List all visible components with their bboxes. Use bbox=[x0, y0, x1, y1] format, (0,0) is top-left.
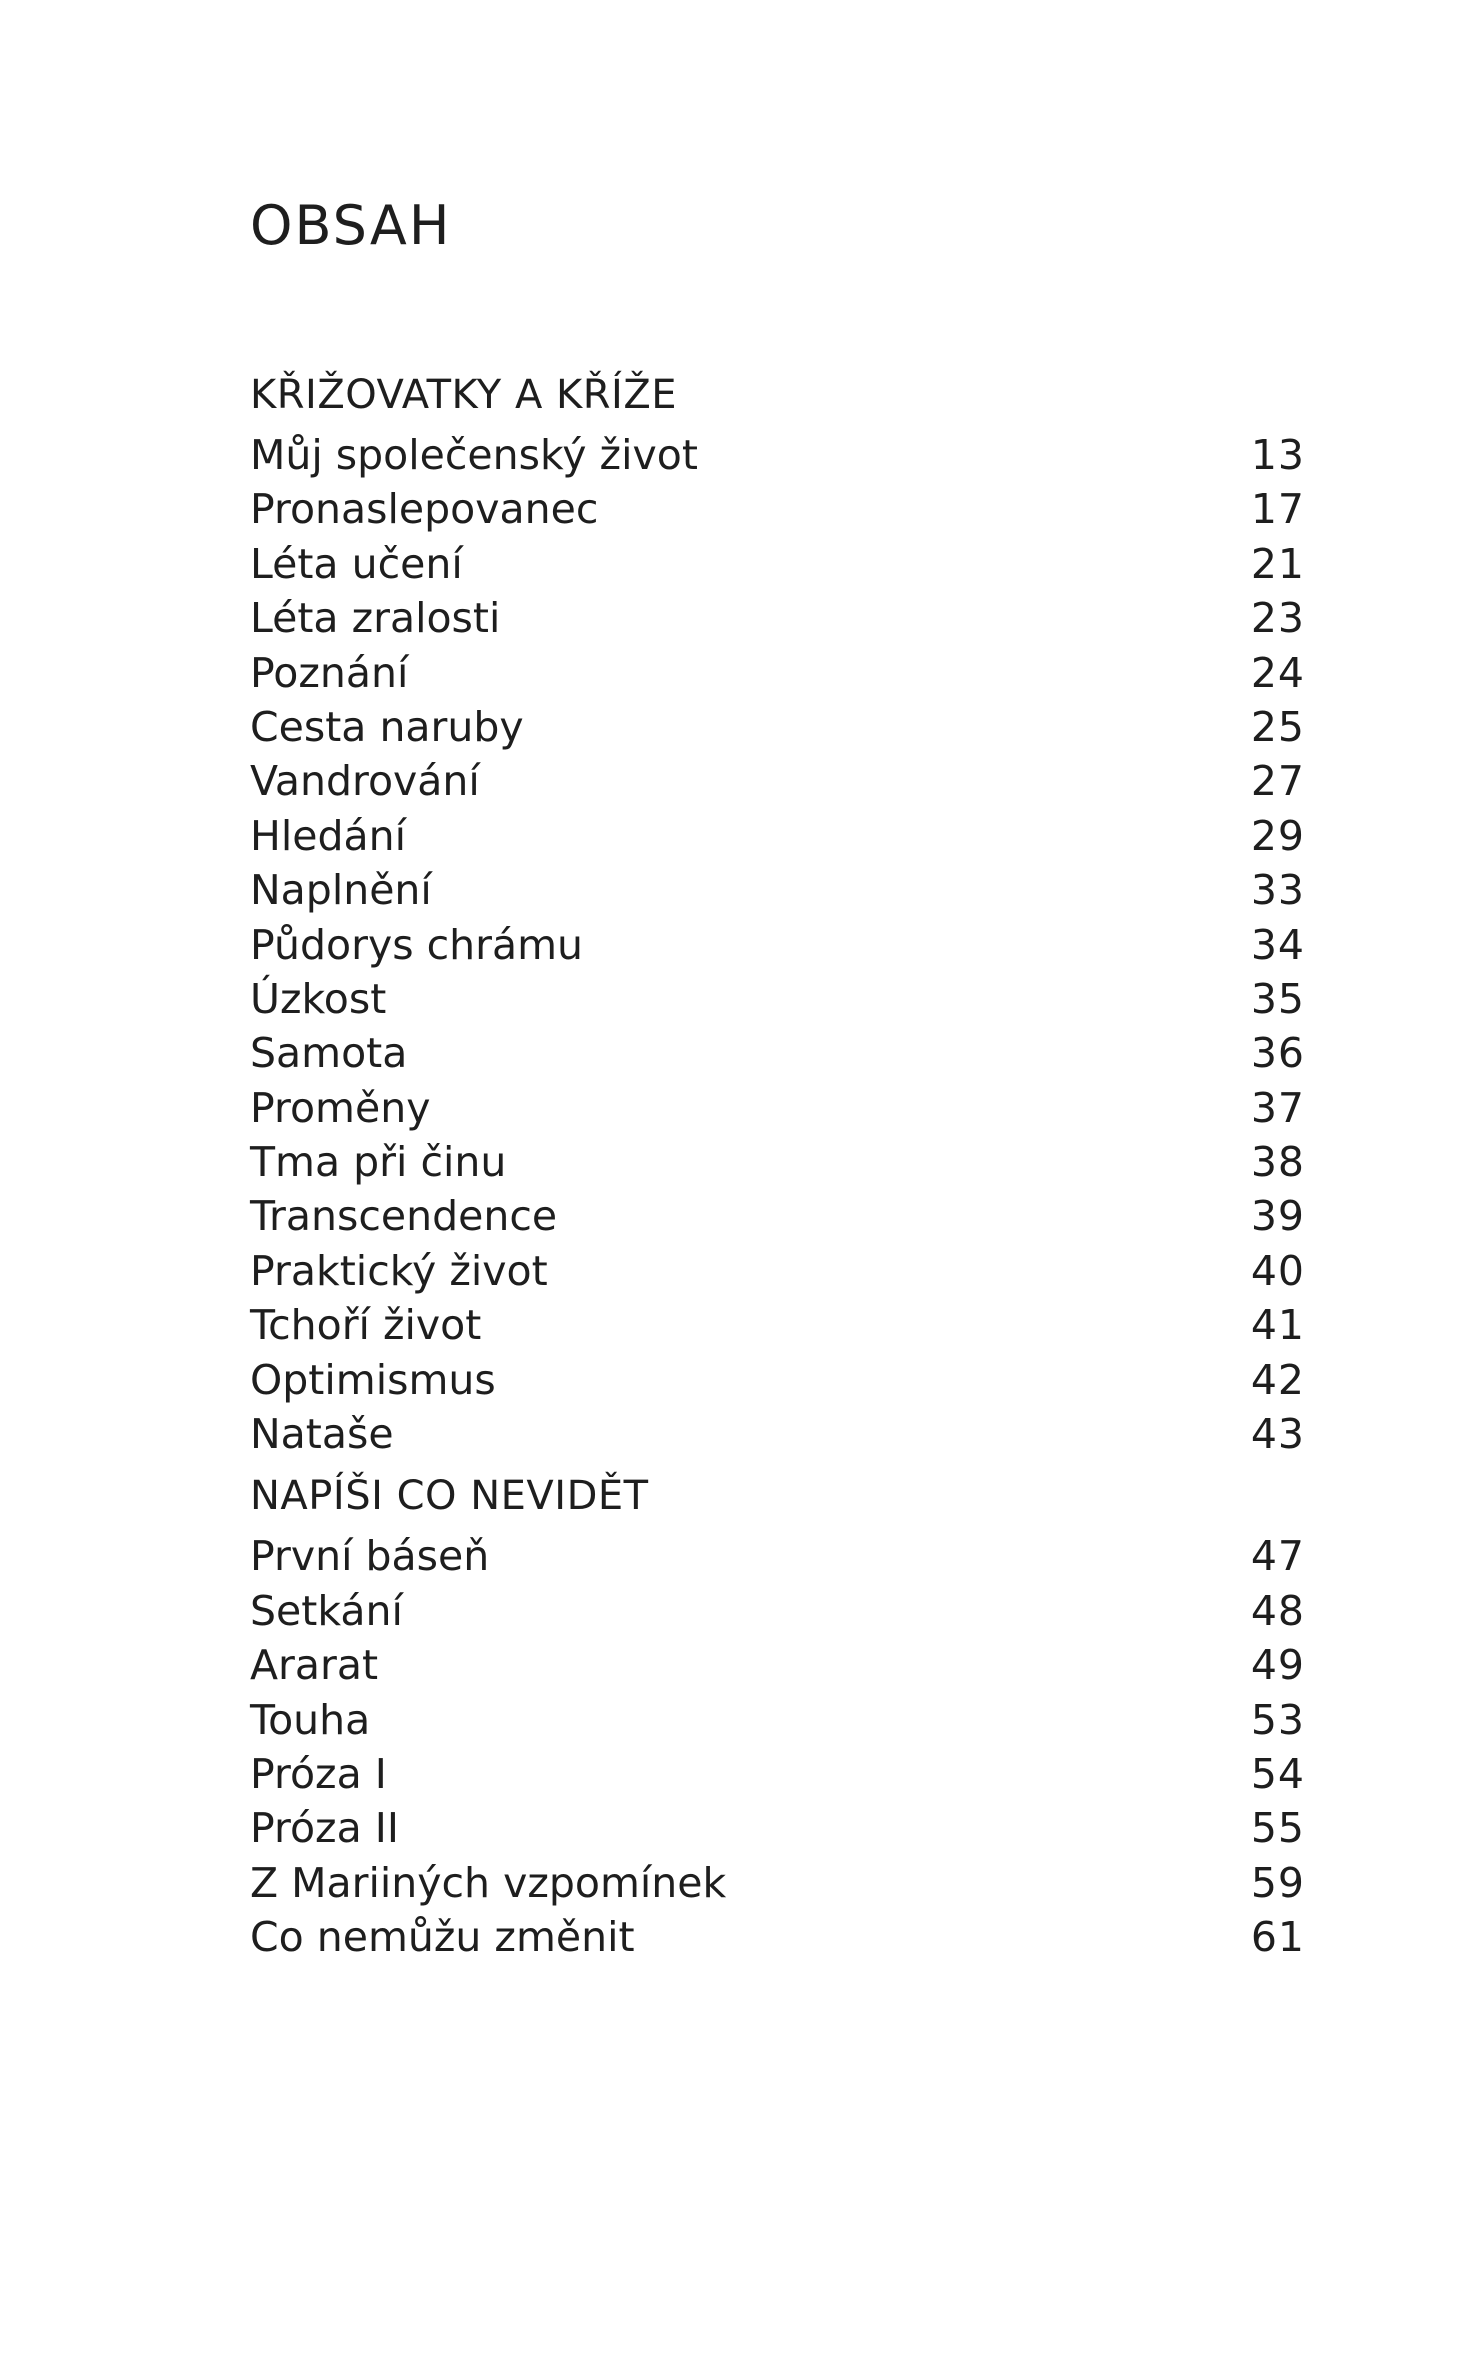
toc-entry-title: Tchoří život bbox=[250, 1301, 482, 1350]
toc-entry bbox=[250, 1747, 1305, 1801]
toc-entry-title: Setkání bbox=[250, 1586, 403, 1635]
toc-entry-page-number: 36 bbox=[1250, 1029, 1305, 1078]
toc-entry-page-number: 40 bbox=[1250, 1246, 1305, 1295]
toc-entry bbox=[250, 1801, 1305, 1855]
toc-entry bbox=[250, 537, 1305, 591]
toc-entry-page-number: 53 bbox=[1250, 1695, 1305, 1744]
toc-entry bbox=[250, 482, 1305, 536]
toc-entry-title: První báseň bbox=[250, 1532, 490, 1581]
toc-entry bbox=[250, 809, 1305, 863]
toc-entry-page-number: 37 bbox=[1250, 1083, 1305, 1132]
toc-entry bbox=[250, 1693, 1305, 1747]
toc-entry-title: Úzkost bbox=[250, 974, 387, 1023]
toc-entry-title: Ararat bbox=[250, 1641, 379, 1690]
toc-entry-title: Touha bbox=[250, 1695, 371, 1744]
toc-entry bbox=[250, 1910, 1305, 1964]
toc-entry-title: Naplnění bbox=[250, 866, 432, 915]
toc-entry-title: Pronaslepovanec bbox=[250, 485, 599, 534]
toc-entry-title: Hledání bbox=[250, 811, 406, 860]
toc-entry bbox=[250, 1135, 1305, 1189]
toc-entry bbox=[250, 1407, 1305, 1461]
toc-entry-title: Léta zralosti bbox=[250, 594, 501, 643]
toc-entry-page-number: 35 bbox=[1250, 974, 1305, 1023]
toc-entry-page-number: 34 bbox=[1250, 920, 1305, 969]
toc-entry-page-number: 24 bbox=[1250, 648, 1305, 697]
toc-entry-page-number: 39 bbox=[1250, 1192, 1305, 1241]
toc-entry bbox=[250, 591, 1305, 645]
toc-entry-title: Léta učení bbox=[250, 539, 463, 588]
toc-entry-page-number: 49 bbox=[1250, 1641, 1305, 1690]
toc-entry-title: Optimismus bbox=[250, 1355, 496, 1404]
toc-entry-title: Samota bbox=[250, 1029, 408, 1078]
table-of-contents bbox=[250, 362, 1305, 1965]
toc-entry-title: Próza II bbox=[250, 1804, 399, 1853]
toc-entry-title: Tma při činu bbox=[250, 1138, 507, 1187]
toc-entry-page-number: 38 bbox=[1250, 1138, 1305, 1187]
toc-entry bbox=[250, 1298, 1305, 1352]
toc-entry-title: Poznání bbox=[250, 648, 409, 697]
toc-entry-title: Transcendence bbox=[250, 1192, 558, 1241]
toc-entry bbox=[250, 863, 1305, 917]
toc-entry bbox=[250, 700, 1305, 754]
toc-entry-page-number: 25 bbox=[1250, 702, 1305, 751]
toc-entry-title: Nataše bbox=[250, 1410, 394, 1459]
toc-entry-title: Půdorys chrámu bbox=[250, 920, 584, 969]
toc-entry bbox=[250, 1584, 1305, 1638]
toc-entry bbox=[250, 1856, 1305, 1910]
toc-entry bbox=[250, 1189, 1305, 1243]
section-heading: NAPÍŠI CO NEVIDĚT bbox=[250, 1473, 649, 1520]
toc-entry-page-number: 17 bbox=[1250, 485, 1305, 534]
toc-entry-page-number: 47 bbox=[1250, 1532, 1305, 1581]
toc-entry-page-number: 29 bbox=[1250, 811, 1305, 860]
toc-entry bbox=[250, 1081, 1305, 1135]
toc-entry-title: Proměny bbox=[250, 1083, 431, 1132]
toc-entry-title: Cesta naruby bbox=[250, 702, 524, 751]
toc-entry-page-number: 41 bbox=[1250, 1301, 1305, 1350]
toc-entry bbox=[250, 646, 1305, 700]
toc-entry-page-number: 23 bbox=[1250, 594, 1305, 643]
section-heading: KŘIŽOVATKY A KŘÍŽE bbox=[250, 372, 678, 418]
toc-entry-page-number: 61 bbox=[1250, 1913, 1305, 1962]
toc-entry bbox=[250, 1244, 1305, 1298]
toc-entry-page-number: 33 bbox=[1250, 866, 1305, 915]
toc-entry-title: Můj společenský život bbox=[250, 431, 698, 479]
toc-entry-title: Vandrování bbox=[250, 757, 480, 806]
toc-entry-page-number: 48 bbox=[1250, 1586, 1305, 1635]
toc-entry bbox=[250, 918, 1305, 972]
toc-entry-page-number: 54 bbox=[1250, 1749, 1305, 1798]
toc-entry-title: Co nemůžu změnit bbox=[250, 1913, 635, 1962]
toc-entry bbox=[250, 1026, 1305, 1080]
toc-entry-page-number: 21 bbox=[1250, 539, 1305, 588]
toc-entry-page-number: 27 bbox=[1250, 757, 1305, 806]
toc-entry bbox=[250, 428, 1305, 482]
toc-entry bbox=[250, 754, 1305, 808]
toc-entry-page-number: 42 bbox=[1250, 1355, 1305, 1404]
toc-entry-title: Praktický život bbox=[250, 1246, 548, 1295]
toc-entry bbox=[250, 1529, 1305, 1583]
toc-entry-page-number: 55 bbox=[1250, 1804, 1305, 1853]
page-title: OBSAH bbox=[250, 194, 452, 257]
toc-entry-page-number: 43 bbox=[1250, 1410, 1305, 1459]
toc-entry bbox=[250, 1353, 1305, 1407]
toc-entry-page-number: 13 bbox=[1250, 431, 1305, 479]
toc-entry bbox=[250, 1638, 1305, 1692]
toc-entry-title: Z Mariiných vzpomínek bbox=[250, 1858, 727, 1907]
toc-entry-title: Próza I bbox=[250, 1749, 387, 1798]
toc-entry-page-number: 59 bbox=[1250, 1858, 1305, 1907]
toc-entry bbox=[250, 972, 1305, 1026]
